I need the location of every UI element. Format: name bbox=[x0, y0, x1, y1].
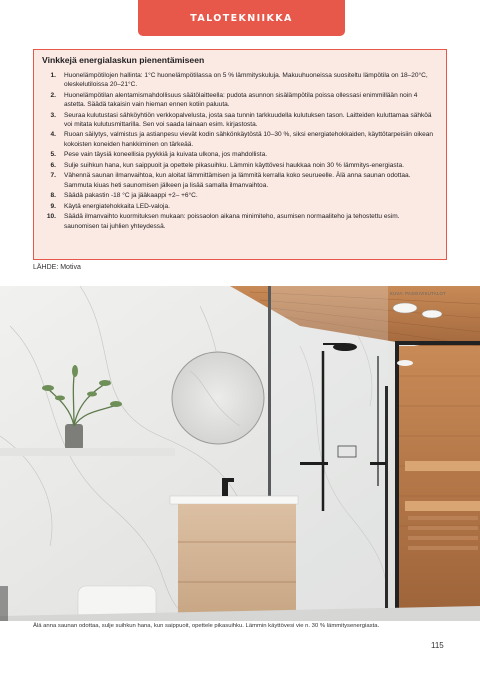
tip-number: 4. bbox=[50, 131, 56, 139]
tip-text: Vähennä saunan ilmanvaihtoa, kun aloitat lämmittämisen ja lämmitä kerralla koko seurueelle. Älä anna saunan odottaa. Sammuta kiuas heti saunomisen jälkeen ja lisää samalla ilmanvaihtoa. bbox=[64, 172, 411, 189]
tip-number: 8. bbox=[50, 192, 56, 200]
tip-number: 7. bbox=[50, 172, 56, 180]
photo-caption: Älä anna saunan odottaa, sulje suihkun hana, kun saippuoit, opettele pikasuihku. Lämmin käyttövesi vie n. 30 % lämmitysenergiasta. bbox=[33, 623, 380, 629]
tip-item bbox=[34, 111, 446, 129]
energy-tips-box bbox=[33, 49, 447, 260]
tip-text: Huonelämpötilan alentamismahdollisuus säätölaitteella: pudota asunnon sisälämpötila poissa ollessasi enimmillään noin 4 astetta. Säädä takaisin vain hieman ennen kotiin paluuta. bbox=[64, 91, 418, 108]
tip-text: Säädä pakastin -18 °C ja jääkaappi +2– +6°C. bbox=[64, 192, 198, 200]
tip-item bbox=[34, 71, 446, 89]
tip-number: 10. bbox=[46, 213, 56, 221]
tips-title: Vinkkejä energialaskun pienentämiseen bbox=[42, 55, 205, 65]
tip-number: 9. bbox=[50, 202, 56, 210]
tip-item bbox=[34, 91, 446, 109]
tip-number: 5. bbox=[50, 151, 56, 159]
tip-item bbox=[34, 202, 446, 211]
tip-number: 2. bbox=[50, 91, 56, 99]
tip-number: 3. bbox=[50, 111, 56, 119]
tip-item bbox=[34, 191, 446, 200]
tip-item bbox=[34, 130, 446, 148]
bathroom-sauna-photo bbox=[0, 286, 480, 621]
page-number: 115 bbox=[431, 641, 444, 650]
tip-number: 6. bbox=[50, 161, 56, 169]
tip-text: Seuraa kulutustasi sähköyhtiön verkkopalvelusta, josta saa tunnin tarkkuudella kulutuksen tason. Laitteiden kuluttamaa sähköä voi mitata kulutusmittarilla. Sen voi saada lainaan esim. kirjastosta. bbox=[64, 111, 432, 128]
tips-list bbox=[34, 71, 446, 232]
tip-text: Pese vain täysiä koneellisia pyykkiä ja kuivata ulkona, jos mahdollista. bbox=[64, 151, 268, 159]
section-title: TALOTEKNIIKKA bbox=[190, 12, 293, 24]
tip-item bbox=[34, 150, 446, 159]
section-header-tab bbox=[138, 0, 345, 36]
tip-text: Huonelämpötilojen hallinta: 1°C huonelämpötilassa on 5 % lämmityskuluja. Makuuhuoneissa suositeltu lämpötila on 18–20°C, oleskelutiloissa 20–21°C. bbox=[64, 72, 428, 89]
tip-text: Säädä ilmanvaihto kuormituksen mukaan: poissaolon aikana minimiteho, asumisen normaaliteho ja tehostettu esim. saunomisen tai juhlien yhteydessä. bbox=[64, 213, 400, 230]
tip-text: Käytä energiatehokkaita LED-valoja. bbox=[64, 202, 170, 210]
tip-text: Sulje suihkun hana, kun saippuoit ja opettele pikasuihku. Lämmin käyttövesi haukkaa noin 30 % lämmitys-energiasta. bbox=[64, 161, 404, 169]
photo-credit: KUVA: PASSIIVIKUTALOT bbox=[390, 291, 446, 296]
tip-text: Ruoan säilytys, valmistus ja astianpesu vievät kodin sähkönkäytöstä 10–30 %, siksi energiatehokkaiden, käyttötarpeisiin oikean kokoisten koneiden hankkiminen on tärkeää. bbox=[64, 131, 434, 148]
tip-item bbox=[34, 171, 446, 189]
tip-item bbox=[34, 212, 446, 230]
tip-item bbox=[34, 161, 446, 170]
tip-number: 1. bbox=[50, 72, 56, 79]
source-note: LÄHDE: Motiva bbox=[33, 264, 81, 271]
